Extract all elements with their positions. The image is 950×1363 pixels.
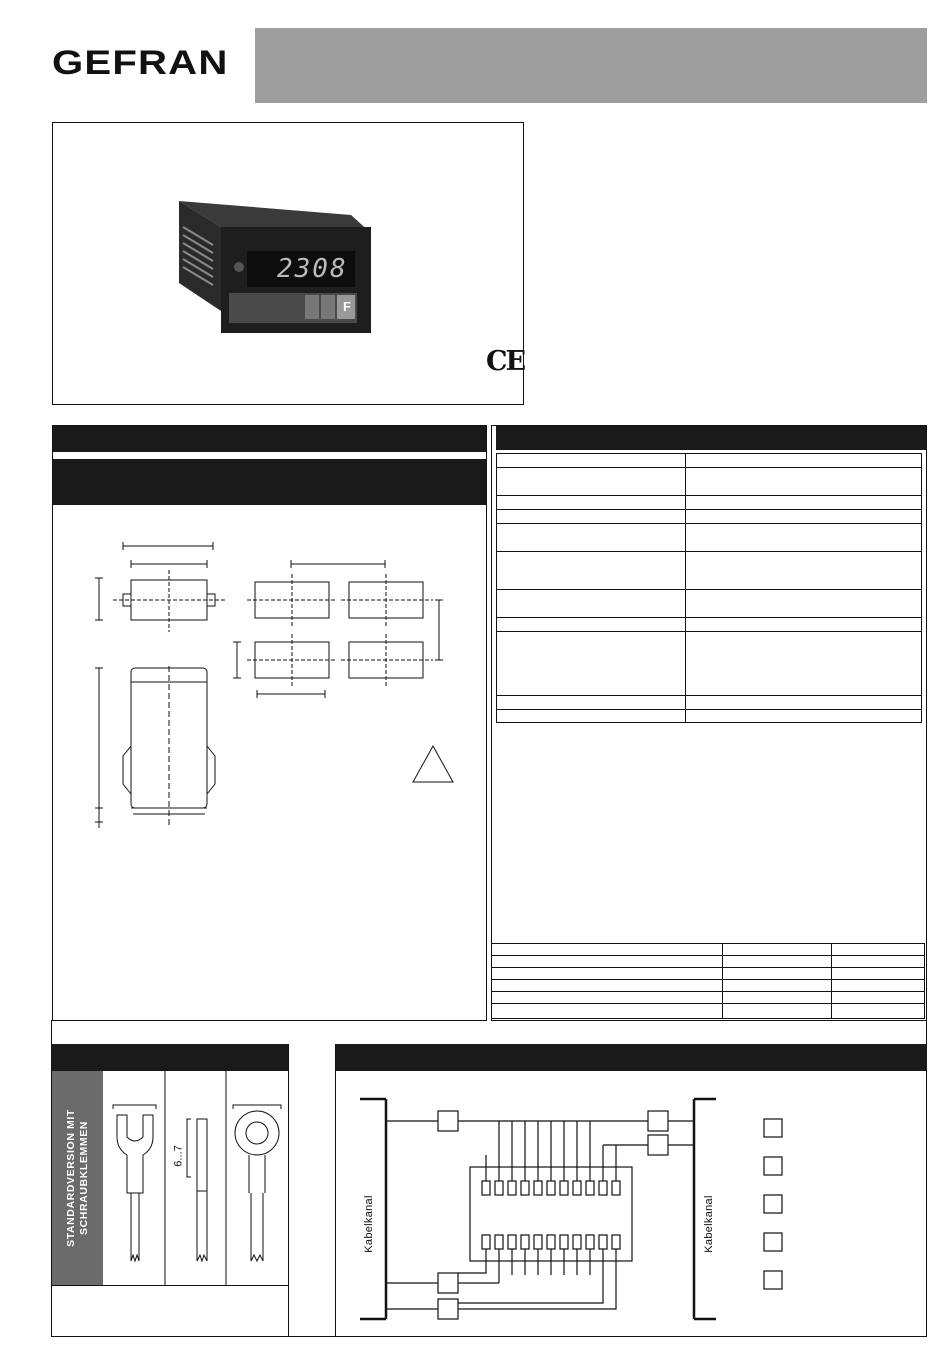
screw-terminal-label-line2: SCHRAUBKLEMMEN — [77, 1121, 90, 1235]
table-row — [492, 944, 925, 956]
table-row — [497, 632, 922, 696]
table-row — [497, 468, 922, 496]
product-photo-frame — [52, 122, 524, 405]
terminal-drawings — [103, 1071, 288, 1285]
table-row — [497, 696, 922, 710]
terminal-header — [52, 1044, 288, 1071]
wiring-diagram — [336, 1071, 927, 1337]
cable-duct-right-label: Kabelkanal — [703, 1195, 715, 1253]
display-readout: 2308 — [277, 254, 348, 284]
table-row — [497, 524, 922, 552]
table-row — [492, 992, 925, 1004]
dimension-drawings — [53, 516, 486, 1016]
order-code-table — [491, 943, 925, 1019]
table-row — [492, 980, 925, 992]
dimensions-subheader — [53, 459, 486, 505]
table-row — [497, 454, 922, 468]
wiring-header — [336, 1044, 927, 1071]
spec-table — [496, 453, 922, 723]
table-row — [492, 968, 925, 980]
function-key-label: F — [343, 299, 351, 314]
ce-mark: CE — [486, 346, 525, 377]
screw-terminal-label-line1: STANDARDVERSION MIT — [64, 1109, 77, 1247]
title-band — [255, 28, 927, 103]
wiring-panel — [335, 1044, 927, 1337]
brand-logo: GEFRAN — [52, 44, 229, 82]
table-row — [492, 1004, 925, 1019]
terminal-panel — [52, 1044, 289, 1337]
terminal-bottom-divider — [52, 1285, 288, 1286]
cable-duct-left-label: Kabelkanal — [363, 1195, 375, 1253]
dimensions-header — [53, 426, 486, 452]
table-row — [497, 710, 922, 723]
strip-length-label: 6...7 — [172, 1145, 185, 1167]
table-row — [497, 496, 922, 510]
table-row — [492, 956, 925, 968]
table-row — [497, 510, 922, 524]
screw-terminal-label — [52, 1071, 103, 1285]
dimensions-panel — [52, 425, 487, 1021]
technical-data-header — [496, 426, 926, 450]
table-row — [497, 618, 922, 632]
table-row — [497, 590, 922, 618]
table-row — [497, 552, 922, 590]
